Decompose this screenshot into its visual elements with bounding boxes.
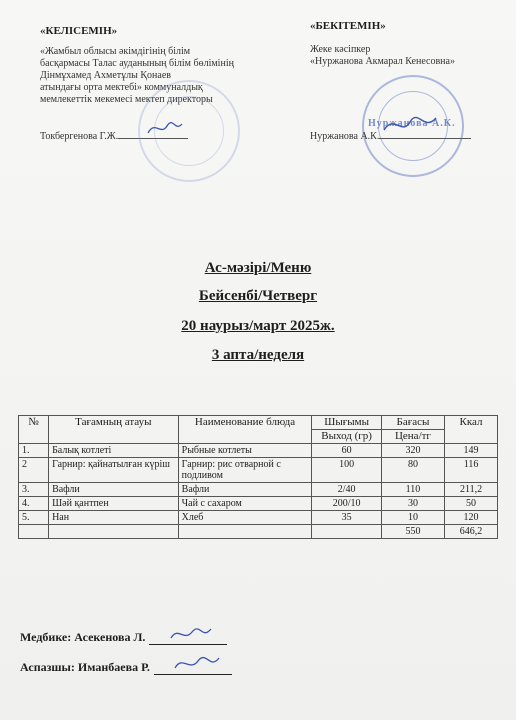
row-name-ru: Вафли [178, 483, 312, 497]
header-num: № [19, 416, 49, 444]
menu-table [18, 415, 498, 539]
right-line-1: Жеке кәсіпкер [310, 44, 371, 55]
row-name-kz: Гарнир: қайнатылған күріш [49, 458, 179, 483]
total-row [19, 525, 498, 539]
row-kcal: 149 [445, 444, 498, 458]
row-price: 30 [381, 497, 444, 511]
title-day: Бейсенбі/Четверг [198, 288, 318, 304]
total-empty-3 [178, 525, 312, 539]
row-num: 2 [19, 458, 49, 483]
row-kcal: 211,2 [445, 483, 498, 497]
left-signer-name: Токбергенова Г.Ж. [40, 131, 119, 142]
left-heading: «КЕЛІСЕМІН» [40, 25, 118, 37]
row-name-ru: Хлеб [178, 511, 312, 525]
row-yield: 2/40 [312, 483, 381, 497]
row-kcal: 116 [445, 458, 498, 483]
table-row [19, 483, 498, 497]
row-name-kz: Вафли [49, 483, 179, 497]
row-name-ru: Чай с сахаром [178, 497, 312, 511]
header-price-kz: Бағасы [381, 416, 444, 430]
row-name-ru: Гарнир: рис отварной с подливом [178, 458, 312, 483]
row-yield: 60 [312, 444, 381, 458]
header-kcal: Ккал [445, 416, 498, 444]
right-stamp-text: Нуржанова А.К. [368, 118, 456, 129]
table-row [19, 458, 498, 483]
row-price: 320 [381, 444, 444, 458]
header-row [19, 416, 498, 430]
header-yield-kz: Шығымы [312, 416, 381, 430]
right-line-2: «Нуржанова Акмарал Кенесовна» [310, 56, 455, 67]
total-empty-4 [312, 525, 381, 539]
row-price: 80 [381, 458, 444, 483]
row-name-kz: Нан [49, 511, 179, 525]
row-name-kz: Шәй қантпен [49, 497, 179, 511]
row-num: 1. [19, 444, 49, 458]
row-yield: 100 [312, 458, 381, 483]
right-signer-name: Нуржанова А.К. [310, 131, 380, 142]
row-num: 3. [19, 483, 49, 497]
cook-signature-icon [172, 652, 222, 674]
left-signature-icon [145, 118, 185, 138]
right-signature-icon [380, 110, 440, 138]
header-price-ru: Цена/тг [381, 430, 444, 444]
title-menu: Ас-мәзірі/Меню [204, 260, 312, 276]
row-num: 4. [19, 497, 49, 511]
row-num: 5. [19, 511, 49, 525]
right-heading: «БЕКІТЕМІН» [310, 20, 386, 32]
table-row [19, 497, 498, 511]
total-kcal: 646,2 [445, 525, 498, 539]
right-org-text [310, 44, 455, 68]
header-yield-ru: Выход (гр) [312, 430, 381, 444]
total-empty-1 [19, 525, 49, 539]
title-date: 20 наурыз/март 2025ж. [181, 318, 335, 334]
row-name-kz: Балық котлеті [49, 444, 179, 458]
nurse-signature-icon [168, 624, 214, 644]
row-kcal: 120 [445, 511, 498, 525]
row-price: 110 [381, 483, 444, 497]
table-row [19, 444, 498, 458]
total-empty-2 [49, 525, 179, 539]
header-name-kz: Тағамның атауы [49, 416, 179, 444]
left-line-3: Дінмұхамед Ахметұлы Қонаев [40, 70, 171, 81]
left-line-1: «Жамбыл облысы әкімдігінің білім [40, 46, 191, 57]
row-yield: 200/10 [312, 497, 381, 511]
header-name-ru: Наименование блюда [178, 416, 312, 444]
row-name-ru: Рыбные котлеты [178, 444, 312, 458]
left-line-5: мемлекеттік мекемесі мектеп директоры [40, 94, 213, 105]
title-week: 3 апта/неделя [211, 347, 305, 363]
row-price: 10 [381, 511, 444, 525]
row-yield: 35 [312, 511, 381, 525]
left-line-4: атындағы орта мектебі» коммуналдық [40, 82, 203, 93]
row-kcal: 50 [445, 497, 498, 511]
table-row [19, 511, 498, 525]
total-price: 550 [381, 525, 444, 539]
nurse-label: Медбике: Асекенова Л. [20, 630, 146, 644]
cook-label: Аспазшы: Иманбаева Р. [20, 660, 150, 674]
left-line-2: басқармасы Талас ауданының білім бөлімінің [40, 58, 234, 69]
